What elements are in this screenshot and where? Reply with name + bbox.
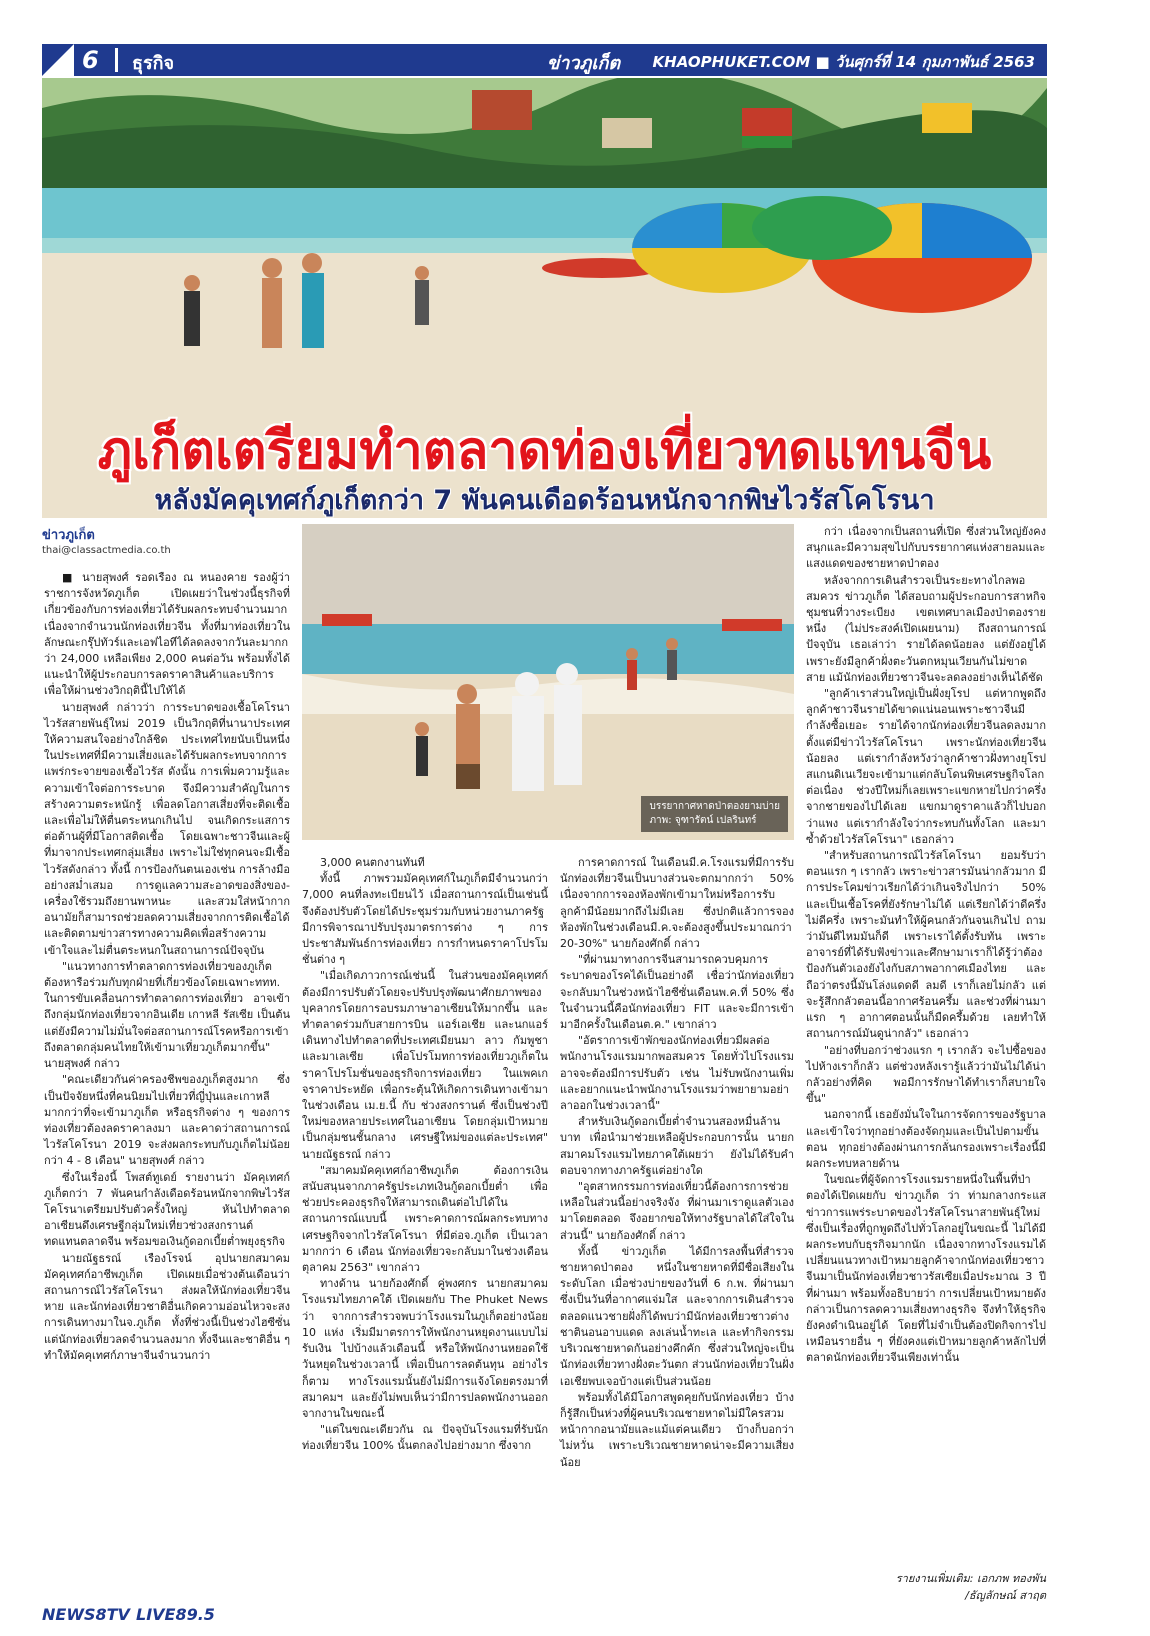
section-name: ธุรกิจ — [132, 53, 175, 74]
news8tv-logo: NEWS8TV — [42, 1605, 130, 1624]
masthead-logo: ข่าวภูเก็ต — [547, 53, 621, 74]
article-column-2 — [302, 855, 548, 1570]
paragraph: "ลูกค้าเราส่วนใหญ่เป็นฝั่งยุโรป แต่หากพูดถึงลูกค้าชาวจีนรายได้ขาดแน่นอนเพราะชาวจีนมีกำลังซื้อเยอะ รายได้จากนักท่องเที่ยวจีนลดลงมากตั้งแต่มีข่าวไวรัสโคโรนา เพราะนักท่องเที่ยวจีนน้อยลง แต่เรากำลังหวังว่าลูกค้าชาวฝั่งทางยุโรป สแกนดิเนเวียจะเข้ามาแต่กลับโดนพิษเศรษฐกิจโลกต่อเนื่อง ช่วงปีใหม่ก็เลยเพราะแขกหายไปกว่าครึ่งจากชายของไปได้เลย แขกมาดูราคาแล้วก็ไปบอกว่าแพง แต่เรากำลังใจว่ากระทบกันทั้งโลก และมาซ้ำด้วยไวรัสโคโรนา" เธอกล่าว — [806, 687, 1046, 846]
site-date: KHAOPHUKET.COM ■ วันศุกร์ที่ 14 กุมภาพันธ์ 2563 — [652, 53, 1035, 71]
paragraph: "แนวทางการทำตลาดการท่องเที่ยวของภูเก็ตต้องหารือร่วมกับทุกฝ่ายที่เกี่ยวข้องโดยเฉพาะททท. ในการขับเคลื่อนการทำตลาดการท่องเที่ยว อาจเข้าถึงกลุ่มนักท่องเที่ยวจากอินเดีย เกาหลี รัสเซีย เป็นต้น แต่ยังมีความไม่มั่นใจต่อสถานการณ์โรคหรือการเข้าถึงตลาดกลุ่มคนไทยให้เข้ามาเที่ยวภูเก็ตมากขึ้น" นายสุพงศ์ กล่าว — [44, 959, 290, 1071]
article-column-1 — [44, 570, 290, 1570]
photo-caption — [641, 796, 788, 832]
paragraph: นายสุพงศ์ กล่าวว่า การระบาดของเชื้อโคโรนาไวรัสสายพันธุ์ใหม่ 2019 เป็นวิกฤติที่นานาประเทศให้ความสนใจอย่างใกล้ชิด ประเทศไทยนับเป็นหนึ่งในประเทศที่มีความเสี่ยงและได้รับผลกระทบจากการแพร่กระจายของเชื้อไวรัส ดังนั้น การเพิ่มความรู้และความเข้าใจต่อการระบาด จึงมีความสำคัญในการสร้างความตระหนักรู้ เพื่อลดโอกาสเสี่ยงที่จะติดเชื้อและเพื่อไม่ให้ตื่นตระหนกเกินไป จนเกิดกระแสการต่อต้านผู้ที่มีโอกาสติดเชื้อ โดยเฉพาะชาวจีนและผู้ที่มาจากประเทศกลุ่มเสี่ยง เพราะไม่ใช่ทุกคนจะมีเชื้อไวรัสดังกล่าว ทั้งนี้ การป้องกันตนเองเช่น การล้างมืออย่างสม่ำเสมอ การดูแลความสะอาดของสิ่งของ-เครื่องใช้รวมถึงยานพาหนะ และสวมใส่หน้ากากอนามัยก็สามารถช่วยลดความเสี่ยงจากการติดเชื้อได้ และติดตามข่าวสารทางความคิดเพื่อสร้างความเข้าใจและไม่ตื่นตระหนกในสถานการณ์ปัจจุบัน — [44, 700, 290, 957]
live-radio-logo: LIVE89.5 — [136, 1605, 215, 1624]
page-number: 6 — [82, 46, 99, 74]
article-column-3 — [560, 855, 794, 1570]
headline: ภูเก็ตเตรียมทำตลาดท่องเที่ยวทดแทนจีน — [97, 420, 992, 481]
header-divider — [115, 48, 118, 72]
paragraph: "ที่ผ่านมาทางการจีนสามารถควบคุมการระบาดของโรคได้เป็นอย่างดี เชื่อว่านักท่องเที่ยวจะกลับมาในช่วงหน้าไฮซีซั่นเดือนพ.ค.ที่ 50% ซึ่งในจำนวนนี้คือนักท่องเที่ยว FIT และจะมีการเข้ามาอีกครั้งในเดือนต.ค." เขากล่าว — [560, 953, 794, 1032]
credit-line: รายงานเพิ่มเติม: เอกภพ ทองพัน — [895, 1572, 1046, 1585]
paragraph: ในขณะที่ผู้จัดการโรงแรมรายหนึ่งในพื้นที่ป่าตองได้เปิดเผยกับ ข่าวภูเก็ต ว่า ท่ามกลางกระแสข่าวการแพร่ระบาดของไวรัสโคโรนาสายพันธุ์ใหม่ ซึ่งเป็นเรื่องที่ถูกพูดถึงไปทั่วโลกอยู่ในขณะนี้ ไม่ได้มีผลกระทบกับธุรกิจมากนัก เนื่องจากทางโรงแรมได้เปลี่ยนแนวทางเป้าหมายลูกค้าจากนักท่องเที่ยวชาวจีนมาเป็นนักท่องเที่ยวชาวรัสเซียเมื่อประมาณ 3 ปีที่ผ่านมา พร้อมทั้งอธิบายว่า การเปลี่ยนเป้าหมายดังกล่าวเป็นการลดความเสี่ยงทางธุรกิจ จึงทำให้ธุรกิจยังคงดำเนินอยู่ได้ โดยที่ไม่จำเป็นต้องปิดกิจการไปเหมือนรายอื่น ๆ ที่ยังคงแต่เป้าหมายลูกค้าหลักไปที่ตลาดนักท่องเที่ยวจีนเพียงเท่านั้น — [806, 1173, 1046, 1365]
paragraph: "เมื่อเกิดภาวการณ์เช่นนี้ ในส่วนของมัคคุเทศก์ต้องมีการปรับตัวโดยจะปรับปรุงพัฒนาศักยภาพของบุคลากรโดยการอบรมภาษาอาเซียนให้มากขึ้น และทำตลาดร่วมกับสายการบิน แอร์เอเชีย และนกแอร์ เดินทางไปทำตลาดที่ประเทศเมียนมา ลาว กัมพูชา และมาเลเซีย เพื่อโปรโมทการท่องเที่ยวภูเก็ตในราคาโปรโมชั่นของธุรกิจการท่องเที่ยว ในแพคเกจราคาประหยัด เพื่อกระตุ้นให้เกิดการเดินทางเข้ามาในช่วงเดือน เม.ย.นี้ กับ ช่วงสงกรานต์ ซึ่งเป็นช่วงปีใหม่ของหลายประเทศในอาเซียน โดยกลุ่มเป้าหมาย เป็นกลุ่มชนชั้นกลาง เศรษฐีใหม่ของแต่ละประเทศ" นายณัฐธรณ์ กล่าว — [302, 969, 548, 1161]
credit-line: /ธัญลักษณ์ สาฤต — [965, 1589, 1046, 1602]
paragraph: สำหรับเงินกู้ดอกเบี้ยต่ำจำนวนสองหมื่นล้านบาท เพื่อนำมาช่วยเหลือผู้ประกอบการนั้น นายกสมาคมโรงแรมไทยภาคใต้เผยว่า ยังไม่ได้รับคำตอบจากทางภาครัฐแต่อย่างใด — [560, 1115, 794, 1177]
beach-hero-photo — [42, 78, 1047, 518]
paragraph: "อัตราการเข้าพักของนักท่องเที่ยวมีผลต่อพนักงานโรงแรมมากพอสมควร โดยทั่วไปโรงแรมอาจจะต้องมีการปรับตัว เช่น ไม่รับพนักงานเพิ่มและอยากแนะนำพนักงานโรงแรมว่าพยายามอย่าลาออกในช่วงเวลานี้" — [560, 1034, 794, 1113]
patong-scene-illustration — [302, 524, 794, 840]
paragraph: 3,000 คนตกงานทันที — [320, 856, 425, 869]
paragraph: "คณะเดียวกันค่าครองชีพของภูเก็ตสูงมาก ซึ่งเป็นปัจจัยหนึ่งที่คนนิยมไปเที่ยวที่ญี่ปุ่นและเกาหลีมากกว่าที่จะเข้ามาภูเก็ต หรือธุรกิจต่าง ๆ ของการท่องเที่ยวต้องลดราคาลงมา และคาดว่าสถานการณ์ไวรัสโคโรนา 2019 จะส่งผลกระทบกับภูเก็ตไม่น้อยกว่า 4 - 8 เดือน" นายสุพงศ์ กล่าว — [44, 1073, 290, 1168]
caption-credit: ภาพ: จุฑารัตน์ เปลรินทร์ — [649, 815, 757, 826]
paragraph: "อย่างที่บอกว่าช่วงแรก ๆ เรากลัว จะไปซื้อของไปห้างเราก็กลัว แต่ช่วงหลังเรารู้แล้วว่ามันไม่ได้น่ากลัวอย่างที่คิด พอมีการรักษาได้ทำเราก็สบายใจขึ้น" — [806, 1043, 1046, 1106]
patong-beach-photo — [302, 524, 794, 840]
byline-name: ข่าวภูเก็ต — [42, 528, 95, 543]
byline-email: thai@classactmedia.co.th — [42, 545, 171, 556]
paragraph: กว่า เนื่องจากเป็นสถานที่เปิด ซึ่งส่วนใหญ่ยังคงสนุกและมีความสุขไปกับบรรยากาศแห่งสายลมและแสงแดดของชายหาดป่าตอง — [806, 525, 1046, 571]
paragraph: หลังจากการเดินสำรวจเป็นระยะทางไกลพอสมควร ข่าวภูเก็ต ได้สอบถามผู้ประกอบการสาหกิจชุมชนที่วางระเบียง เขตเทศบาลเมืองป่าตองรายหนึ่ง (ไม่ประสงค์เปิดเผยนาม) ถึงสถานการณ์ ปัจจุบัน เธอเล่าว่า รายได้ลดน้อยลง แต่ยังอยู่ได้ เพราะยังมีลูกค้าฝั่งตะวันตกหมุนเวียนกันไม่ขาดสาย แม้นักท่องเที่ยวชาวจีนจะลดลงอย่างเห็นได้ชัด — [806, 573, 1046, 684]
corner-mark-icon — [42, 44, 74, 76]
paragraph: "สำหรับสถานการณ์ไวรัสโคโรนา ยอมรับว่าตอนแรก ๆ เรากลัว เพราะข่าวสารมันน่ากลัวมาก มีการประโคมข่าวเรียกได้ว่าเกินจริงไปกว่า 50% และเป็นเชื้อโรคที่ยังรักษาไม่ได้ แต่เรียกได้ว่าดีครึ่งไม่ดีครึ่ง เพราะมันทำให้ผู้คนกลัวกันจนเกินไป ถามว่ามันดีไหมมันก็ดี เพราะเราได้ตั้งรับทัน เพราะอาจารย์ที่ได้รับฟังข่าวและศึกษามาเราก็ได้รู้ว่าต้องป้องกันตัวเองยังไงกับสภาพอากาศเมืองไทย และถือว่าตรงนี้มันโล่งแดดดี ลมดี เราก็เลยไม่กลัว แต่จะรู้สึกกลัวตอนนี้อากาศร้อนครึ้ม และช่วงที่ผ่านมาแรก ๆ อากาศตอนนั้นก็มืดครึ้มด้วย เลยทำให้สถานการณ์มันดูน่ากลัว" เธอกล่าว — [806, 849, 1046, 1041]
caption-text: บรรยากาศหาดป่าตองยามบ่าย — [649, 801, 780, 812]
paragraph: ทั้งนี้ ข่าวภูเก็ต ได้มีการลงพื้นที่สำรวจชายหาดป่าตอง หนึ่งในชายหาดที่มีชื่อเสียงในระดับโลก เมื่อช่วงบ่ายของวันที่ 6 ก.พ. ที่ผ่านมา ซึ่งเป็นวันที่อากาศแจ่มใส และจากการเดินสำรวจตลอดแนวชายฝั่งก็ได้พบว่ามีนักท่องเที่ยวชาวต่างชาตินอนอาบแดด ลงเล่นน้ำทะเล และทำกิจกรรมบริเวณชายหาดกันอย่างคึกคัก ซึ่งส่วนใหญ่จะเป็นนักท่องเที่ยวทางฝั่งตะวันตก ส่วนนักท่องเที่ยวในฝั่งเอเชียพบเจอบ้างแต่เป็นส่วนน้อย — [560, 1244, 794, 1388]
subheadline: หลังมัคคุเทศก์ภูเก็ตกว่า 7 พันคนเดือดร้อนหนักจากพิษไวรัสโคโรนา — [154, 485, 935, 516]
byline — [42, 524, 292, 556]
report-credit — [896, 1570, 1046, 1604]
paragraph: "สมาคมมัคคุเทศก์อาชีพภูเก็ต ต้องการเงินสนับสนุนจากภาครัฐประเภทเงินกู้ดอกเบี้ยต่ำ เพื่อช่วยประคองธุรกิจให้สามารถเดินต่อไปได้ในสถานการณ์แบบนี้ เพราะคาดการณ์ผลกระทบทางเศรษฐกิจจากไวรัสโคโรนา ที่มีต่อจ.ภูเก็ต เป็นเวลามากกว่า 6 เดือน นักท่องเที่ยวจะกลับมาในช่วงเดือนตุลาคม 2563" เขากล่าว — [302, 1163, 548, 1275]
paragraph: พร้อมทั้งได้มีโอกาสพูดคุยกับนักท่องเที่ยว บ้างก็รู้สึกเป็นห่วงที่ผู้คนบริเวณชายหาดไม่มีใครสวมหน้ากากอนามัยและแม้แต่คนเดียว บ้างก็บอกว่าไม่หวั่น เพราะบริเวณชายหาดน่าจะมีความเสี่ยงน้อย — [560, 1390, 794, 1469]
paragraph: นายณัฐธรณ์ เรืองโรจน์ อุปนายกสมาคมมัคคุเทศก์อาชีพภูเก็ต เปิดเผยเมื่อช่วงต้นเดือนว่าสถานการณ์ไวรัสโคโรนา ส่งผลให้นักท่องเที่ยวจีนหาย และนักท่องเที่ยวชาติอื่นเกิดความอ่อนไหวจะสงการเดินทางมาในจ.ภูเก็ต ทั้งที่ช่วงนี้เป็นช่วงไฮซีซั่น แต่นักท่องเที่ยวลดจำนวนลงมาก ทั้งจีนและชาติอื่น ๆ ทำให้มัคคุเทศก์ภาษาจีนจำนวนกว่า — [44, 1251, 290, 1362]
paragraph: "แต่ในขณะเดียวกัน ณ ปัจจุบันโรงแรมที่รับนักท่องเที่ยวจีน 100% นั้นตกลงไปอย่างมาก ซึ่งจาก — [302, 1423, 548, 1453]
page-header — [42, 44, 1047, 76]
paragraph: ซึ่งในเรื่องนี้ โพสต์ทูเดย์ รายงานว่า มัคคุเทศก์ภูเก็ตกว่า 7 พันคนกำลังเดือดร้อนหนักจากพิษไวรัสโคโรนาเตรียมปรับตัวครั้งใหญ่ หันไปทำตลาดอาเซียนดึงเศรษฐีกลุ่มใหม่เที่ยวช่วงสงกรานต์ ทดแทนตลาดจีน พร้อมขอเงินกู้ดอกเบี้ยต่ำพยุงธุรกิจ — [44, 1170, 290, 1249]
paragraph: ทั้งนี้ ภาพรวมมัคคุเทศก์ในภูเก็ตมีจำนวนกว่า 7,000 คนที่ลงทะเบียนไว้ เมื่อสถานการณ์เป็นเช่นนี้จึงต้องปรับตัวโดยได้ประชุมร่วมกับหน่วยงานภาครัฐมีการพิจารณาปรับปรุงมาตรการต่าง ๆ การประชาสัมพันธ์การท่องเที่ยว การกำหนดราคาโปรโมชั่นต่าง ๆ — [302, 872, 548, 967]
paragraph: ทางด้าน นายก้องศักดิ์ คู่พงศกร นายกสมาคมโรงแรมไทยภาคใต้ เปิดเผยกับ The Phuket News ว่า จากการสำรวจพบว่าโรงแรมในภูเก็ตอย่างน้อย 10 แห่ง เริ่มมีมาตรการให้พนักงานหยุดงานแบบไม่รับเงิน ไปบ้างแล้วเดือนนี้ หรือให้พนักงานหยอดใช้วันหยุดในช่วงเวลานี้ เพื่อเป็นการลดต้นทุน อย่างไรก็ตาม ทางโรงแรมนั้นยังไม่มีการแจ้งโดยตรงมาที่สมาคมฯ และยังไม่พบเห็นว่ามีการปลดพนักงานออกจากงานในขณะนี้ — [302, 1277, 548, 1420]
paragraph: "อุตสาหกรรมการท่องเที่ยวนี้ต้องการการช่วยเหลือในส่วนนี้อย่างจริงจัง ที่ผ่านมาเราดูแลตัวเองมาโดยตลอด จึงอยากขอให้ทางรัฐบาลได้ใส่ใจในส่วนนี้" นายก้องศักดิ์ กล่าว — [560, 1180, 794, 1242]
paragraph: นอกจากนี้ เธอยังมั่นใจในการจัดการของรัฐบาลและเข้าใจว่าทุกอย่างต้องจัดกุมและเป็นไปตามขั้นตอน ทุกอย่างต้องผ่านการกลั่นกรองเพราะเรื่องนี้มีผลกระทบหลายด้าน — [806, 1108, 1046, 1170]
paragraph: การคาดการณ์ ในเดือนมี.ค.โรงแรมที่มีการรับนักท่องเที่ยวจีนเป็นบางส่วนจะตกมากกว่า 50% เนื่องจากการจองห้องพักเข้ามาใหม่หรือการรับลูกค้ามีน้อยมากถึงไม่มีเลย ซึ่งปกติแล้วการจองห้องพักในช่วงเดือนมี.ค.จะต้องสูงขึ้นประมาณกว่า 20-30%" นายก้องศักดิ์ กล่าว — [560, 856, 794, 951]
paragraph: ■ นายสุพงศ์ รอดเรือง ณ หนองคาย รองผู้ว่าราชการจังหวัดภูเก็ต เปิดเผยว่าในช่วงนี้ธุรกิจที่เกี่ยวข้องกับการท่องเที่ยวได้รับผลกระทบจำนวนมาก เนื่องจากจำนวนนักท่องเที่ยวจีน ทั้งที่มาท่องเที่ยวในลักษณะกรุ๊ปทัวร์และเอฟไอทีได้ลดลงจากวันละมากกว่า 24,000 เหลือเพียง 2,000 คนต่อวัน พร้อมทั้งได้แนะนำให้ผู้ประกอบการลดราคาสินค้าและบริการ เพื่อให้ผ่านช่วงวิกฤตินี้ไปให้ได้ — [44, 571, 290, 698]
article-column-4 — [806, 524, 1046, 1564]
